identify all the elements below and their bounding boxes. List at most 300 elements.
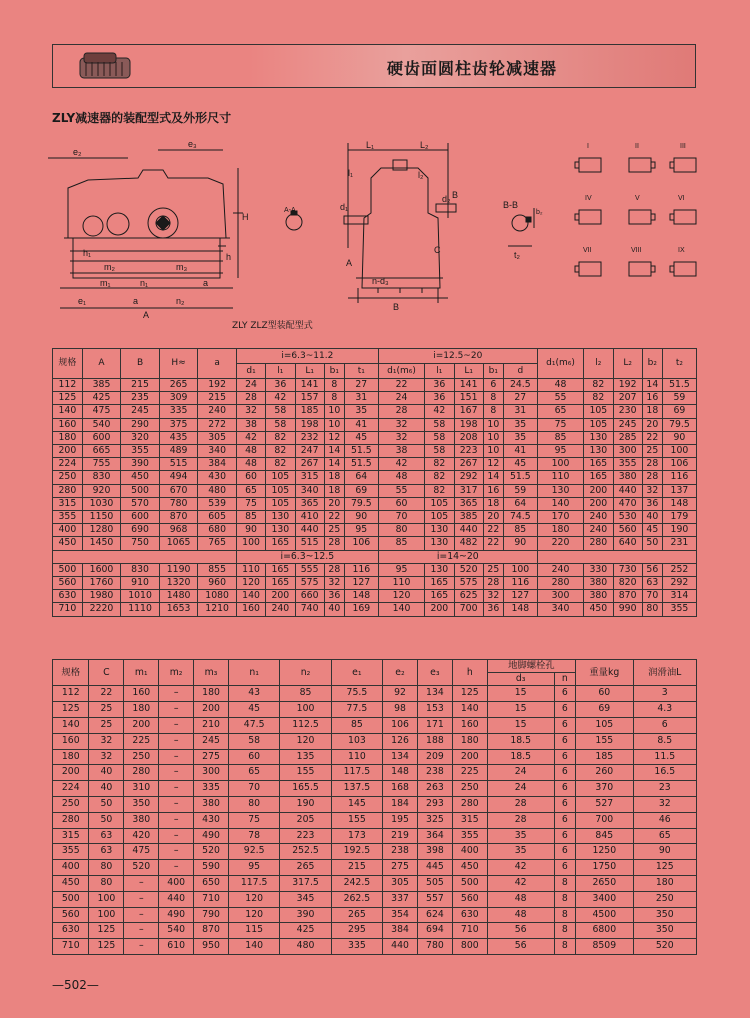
table-row xyxy=(53,511,697,524)
table-cell: 398 xyxy=(417,844,452,860)
table-cell: 145 xyxy=(331,796,382,812)
group-header-2: i=12.5~20 xyxy=(378,349,537,364)
dim-d1: d₁ xyxy=(340,202,349,212)
table-cell: 105 xyxy=(584,405,613,418)
table-cell: 116 xyxy=(662,471,696,484)
table-cell: 630 xyxy=(53,923,89,939)
table-cell: 100 xyxy=(280,702,331,718)
col-B: B xyxy=(121,349,160,379)
table-cell: 45 xyxy=(344,431,378,444)
table-cell: 1250 xyxy=(576,844,633,860)
table-cell: 125 xyxy=(89,923,124,939)
table-cell: 8 xyxy=(554,891,575,907)
table-cell: 590 xyxy=(194,860,229,876)
table-cell: 6 xyxy=(554,718,575,734)
table-cell: 27 xyxy=(344,379,378,392)
table-cell: 6 xyxy=(554,702,575,718)
table-cell: 198 xyxy=(295,418,324,431)
table-cell: 75 xyxy=(537,418,583,431)
table-cell: 540 xyxy=(159,923,194,939)
table-cell: 36 xyxy=(266,379,295,392)
table-cell: 24 xyxy=(236,379,265,392)
table-cell: 505 xyxy=(417,875,452,891)
table-cell: 82 xyxy=(266,458,295,471)
table-cell: 36 xyxy=(425,392,454,405)
table-cell: 106 xyxy=(383,718,418,734)
table-cell: 224 xyxy=(53,781,89,797)
table-cell: 230 xyxy=(613,405,642,418)
table-cell: 63 xyxy=(642,577,662,590)
table-cell: 2220 xyxy=(82,603,121,616)
table-cell: 8509 xyxy=(576,939,633,955)
table-cell: 205 xyxy=(280,812,331,828)
table-cell: 400 xyxy=(452,844,487,860)
table-cell: 315 xyxy=(53,497,83,510)
table-cell: 527 xyxy=(576,796,633,812)
table-cell: 140 xyxy=(53,718,89,734)
table-cell: 117.5 xyxy=(331,765,382,781)
table-cell: 180 xyxy=(53,431,83,444)
table-cell: 390 xyxy=(280,907,331,923)
table-row xyxy=(53,907,697,923)
table-cell: 51.5 xyxy=(503,471,537,484)
subcol-g2: l₁ xyxy=(425,364,454,379)
table-cell: 64 xyxy=(344,471,378,484)
table-cell: 272 xyxy=(198,418,237,431)
table-cell: 28 xyxy=(642,458,662,471)
col-H: H≈ xyxy=(159,349,198,379)
table-cell: 160 xyxy=(53,418,83,431)
table-cell: 3 xyxy=(633,686,696,702)
table-cell: 475 xyxy=(124,844,159,860)
table-cell: 106 xyxy=(344,537,378,550)
col-n2: n₂ xyxy=(280,660,331,686)
table-cell: 25 xyxy=(89,702,124,718)
table-cell: 624 xyxy=(417,907,452,923)
table-group-row xyxy=(53,550,697,563)
table-cell: 70 xyxy=(228,781,279,797)
table-cell: 36 xyxy=(425,379,454,392)
table-cell: 1480 xyxy=(159,590,198,603)
table-cell: 380 xyxy=(124,812,159,828)
table-cell: 42 xyxy=(378,458,424,471)
table-cell: 180 xyxy=(452,733,487,749)
table-cell: 300 xyxy=(194,765,229,781)
table-cell: 355 xyxy=(613,458,642,471)
table-cell: 80 xyxy=(89,875,124,891)
table-cell: 364 xyxy=(417,828,452,844)
table-cell: 267 xyxy=(295,458,324,471)
table-cell: 335 xyxy=(159,405,198,418)
table-cell: 59 xyxy=(662,392,696,405)
table-cell: 120 xyxy=(228,891,279,907)
table-cell xyxy=(53,550,237,563)
table-cell: 750 xyxy=(121,537,160,550)
table-row xyxy=(53,392,697,405)
table-cell: 90 xyxy=(662,431,696,444)
table-cell: 198 xyxy=(454,418,483,431)
table-cell: 1190 xyxy=(159,563,198,576)
table-cell: 95 xyxy=(228,860,279,876)
table-cell: 710 xyxy=(53,603,83,616)
table-row xyxy=(53,590,697,603)
table-cell: 140 xyxy=(236,590,265,603)
table-cell: 500 xyxy=(53,563,83,576)
table-cell: 85 xyxy=(503,524,537,537)
table-cell: 440 xyxy=(383,939,418,955)
table-cell: 384 xyxy=(383,923,418,939)
table-row xyxy=(53,844,697,860)
table-cell: 92 xyxy=(383,686,418,702)
col-a: a xyxy=(198,349,237,379)
table-cell: 570 xyxy=(121,497,160,510)
col-m3: m₃ xyxy=(194,660,229,686)
table-cell: 870 xyxy=(613,590,642,603)
table-cell: 20 xyxy=(642,418,662,431)
table-row xyxy=(53,891,697,907)
table-cell: 80 xyxy=(642,603,662,616)
table-cell: 42 xyxy=(487,875,554,891)
table-cell: 855 xyxy=(198,563,237,576)
table-cell: 50 xyxy=(89,796,124,812)
table-cell: 82 xyxy=(266,445,295,458)
table-cell: 6 xyxy=(483,379,503,392)
dim-nd3: n-d₃ xyxy=(372,276,389,286)
table-cell: 1110 xyxy=(121,603,160,616)
table-cell: 6 xyxy=(554,796,575,812)
table-cell: 18.5 xyxy=(487,733,554,749)
table-cell xyxy=(537,550,696,563)
table-cell: 58 xyxy=(425,431,454,444)
table-cell: 85 xyxy=(537,431,583,444)
table-cell: 6 xyxy=(554,749,575,765)
table-cell: 168 xyxy=(383,781,418,797)
table-cell: 345 xyxy=(280,891,331,907)
table-cell: 305 xyxy=(383,875,418,891)
table-cell: 260 xyxy=(576,765,633,781)
table-cell: 6 xyxy=(554,828,575,844)
dim-h: h xyxy=(226,252,232,262)
table-cell: 48 xyxy=(487,891,554,907)
table-cell: 355 xyxy=(53,511,83,524)
header-banner xyxy=(52,44,696,88)
table-cell: 765 xyxy=(198,537,237,550)
table-cell: 870 xyxy=(194,923,229,939)
table-cell: 43 xyxy=(228,686,279,702)
table-cell: – xyxy=(124,907,159,923)
table-cell: 325 xyxy=(417,812,452,828)
table-cell: 384 xyxy=(198,458,237,471)
table-cell: 180 xyxy=(53,749,89,765)
table-cell: 245 xyxy=(194,733,229,749)
col-b2: b₂ xyxy=(642,349,662,379)
table-cell: 300 xyxy=(613,445,642,458)
table-cell: 77.5 xyxy=(331,702,382,718)
col-m1: m₁ xyxy=(124,660,159,686)
table-cell: 170 xyxy=(537,511,583,524)
assembly-type-label: VII xyxy=(583,247,592,254)
table-cell: 95 xyxy=(378,563,424,576)
table-cell: 28 xyxy=(236,392,265,405)
table-cell: 500 xyxy=(53,891,89,907)
table-row xyxy=(53,765,697,781)
table-cell: 59 xyxy=(503,484,537,497)
table-cell: 320 xyxy=(121,431,160,444)
table-cell: 250 xyxy=(452,781,487,797)
table-cell: 280 xyxy=(53,812,89,828)
table-cell: 430 xyxy=(198,471,237,484)
table-cell: 171 xyxy=(417,718,452,734)
table-cell: – xyxy=(124,891,159,907)
table-cell: 3400 xyxy=(576,891,633,907)
table-cell: 137.5 xyxy=(331,781,382,797)
table-cell: 82 xyxy=(425,471,454,484)
table-cell: 340 xyxy=(537,603,583,616)
table-cell: 310 xyxy=(124,781,159,797)
table-cell: 240 xyxy=(266,603,295,616)
assembly-drawing xyxy=(48,138,698,323)
table-cell: 23 xyxy=(633,781,696,797)
table-cell: 10 xyxy=(483,445,503,458)
table-cell: – xyxy=(159,765,194,781)
table-cell: 740 xyxy=(295,603,324,616)
table-cell: 232 xyxy=(295,431,324,444)
table-cell: – xyxy=(159,702,194,718)
table-cell: 20 xyxy=(324,497,344,510)
table-cell: 280 xyxy=(452,796,487,812)
table-cell: 250 xyxy=(53,471,83,484)
table-cell: 40 xyxy=(642,511,662,524)
table-cell: 140 xyxy=(53,405,83,418)
dim-t2: t₂ xyxy=(514,250,520,260)
table-cell: 25 xyxy=(324,524,344,537)
table-cell: 169 xyxy=(344,603,378,616)
table-cell: 32 xyxy=(378,418,424,431)
table-cell: 235 xyxy=(121,392,160,405)
subcol-g1: d₁ xyxy=(236,364,265,379)
table-cell: 600 xyxy=(82,431,121,444)
table-cell: 85 xyxy=(378,537,424,550)
table-cell: 224 xyxy=(53,458,83,471)
table-cell: 134 xyxy=(417,686,452,702)
table-cell: 130 xyxy=(266,524,295,537)
table-cell: 110 xyxy=(378,577,424,590)
table-cell: 6 xyxy=(633,718,696,734)
table-row xyxy=(53,603,697,616)
table-cell: 350 xyxy=(124,796,159,812)
table-cell: 660 xyxy=(295,590,324,603)
table-cell: 400 xyxy=(53,524,83,537)
table-cell: 610 xyxy=(159,939,194,955)
table-cell: 8 xyxy=(554,875,575,891)
table-cell: 520 xyxy=(124,860,159,876)
assembly-type-label: III xyxy=(680,143,686,150)
dim-A-side: A xyxy=(346,258,353,268)
table-cell: 75 xyxy=(236,497,265,510)
table-cell: 285 xyxy=(613,431,642,444)
table-cell: 105 xyxy=(425,497,454,510)
table-cell: 470 xyxy=(613,497,642,510)
table-cell: 42 xyxy=(236,431,265,444)
dim-L2: L₂ xyxy=(420,140,429,150)
table-row xyxy=(53,577,697,590)
table-cell: 141 xyxy=(454,379,483,392)
subcol-g2: b₁ xyxy=(483,364,503,379)
table-cell: 140 xyxy=(452,702,487,718)
table-cell: 280 xyxy=(584,537,613,550)
page-number: —502— xyxy=(52,978,99,992)
table-cell: 69 xyxy=(344,484,378,497)
table-cell: 380 xyxy=(613,471,642,484)
table-cell: 165 xyxy=(584,471,613,484)
table-cell: 36 xyxy=(642,497,662,510)
table-cell: 48 xyxy=(236,458,265,471)
table-cell: 670 xyxy=(159,484,198,497)
table-cell: 36 xyxy=(483,603,503,616)
table-cell: 31 xyxy=(503,405,537,418)
dim-m3: m₃ xyxy=(176,262,188,272)
dimension-table-1 xyxy=(52,348,697,617)
table-cell: – xyxy=(159,844,194,860)
table-cell: 16 xyxy=(483,484,503,497)
table-cell: 112 xyxy=(53,379,83,392)
table-cell: 209 xyxy=(417,749,452,765)
table-cell: 14 xyxy=(324,445,344,458)
table-cell: 265 xyxy=(280,860,331,876)
table-row xyxy=(53,405,697,418)
table-cell: 69 xyxy=(576,702,633,718)
table-cell: 710 xyxy=(194,891,229,907)
table-cell: 317 xyxy=(454,484,483,497)
dim-A: A xyxy=(143,310,150,320)
subcol-g1: l₁ xyxy=(266,364,295,379)
table-cell: 650 xyxy=(194,875,229,891)
table-cell: 110 xyxy=(236,563,265,576)
table-row xyxy=(53,923,697,939)
table-cell: 400 xyxy=(53,860,89,876)
table-cell: 208 xyxy=(454,431,483,444)
table-cell: 25 xyxy=(483,563,503,576)
table-cell: 520 xyxy=(454,563,483,576)
table-cell: 275 xyxy=(194,749,229,765)
subcol-g2: d xyxy=(503,364,537,379)
table-cell: 95 xyxy=(344,524,378,537)
table-cell: 98 xyxy=(383,702,418,718)
table-cell: 141 xyxy=(295,379,324,392)
table-cell: 450 xyxy=(584,603,613,616)
table-cell: 630 xyxy=(452,907,487,923)
table-cell: 480 xyxy=(198,484,237,497)
table-cell: 830 xyxy=(121,563,160,576)
table-cell: 8 xyxy=(554,923,575,939)
table-cell: 445 xyxy=(417,860,452,876)
table-cell: 820 xyxy=(613,577,642,590)
table-cell: 125 xyxy=(89,939,124,955)
table-cell: 490 xyxy=(159,907,194,923)
table-cell: 165.5 xyxy=(280,781,331,797)
table-cell: 151 xyxy=(454,392,483,405)
table-cell: 335 xyxy=(194,781,229,797)
table-cell: 58 xyxy=(425,418,454,431)
table-cell: 192.5 xyxy=(331,844,382,860)
table-cell: 475 xyxy=(82,405,121,418)
table-cell: 80 xyxy=(89,860,124,876)
table-cell: 16.5 xyxy=(633,765,696,781)
dim-a: a xyxy=(133,296,139,306)
table-row xyxy=(53,796,697,812)
group-header-1: i=6.3~11.2 xyxy=(236,349,378,364)
table-cell: 207 xyxy=(613,392,642,405)
table-cell: 90 xyxy=(236,524,265,537)
col-l2: l₂ xyxy=(584,349,613,379)
table-cell: 250 xyxy=(633,891,696,907)
dim-b2: b₂ xyxy=(536,209,543,216)
table-row xyxy=(53,563,697,576)
table-cell: 32 xyxy=(89,749,124,765)
table-cell: 112.5 xyxy=(280,718,331,734)
table-cell: 48 xyxy=(537,379,583,392)
table-cell: 40 xyxy=(324,603,344,616)
table-cell: 27 xyxy=(503,392,537,405)
table-cell: 6 xyxy=(554,844,575,860)
table-cell: 125 xyxy=(53,702,89,718)
table-cell: 1030 xyxy=(82,497,121,510)
table-cell: 20 xyxy=(483,511,503,524)
table-cell: 520 xyxy=(194,844,229,860)
table-cell: 730 xyxy=(613,563,642,576)
table-cell: 240 xyxy=(537,563,583,576)
table-cell: 28 xyxy=(642,471,662,484)
table-cell: – xyxy=(159,749,194,765)
table-cell: 65 xyxy=(537,405,583,418)
table-cell: 385 xyxy=(82,379,121,392)
table-cell: 365 xyxy=(295,497,324,510)
table-cell: 240 xyxy=(198,405,237,418)
table-cell: 100 xyxy=(503,563,537,576)
table-cell: 830 xyxy=(82,471,121,484)
col-e1: e₁ xyxy=(331,660,382,686)
table-cell: 340 xyxy=(198,445,237,458)
table-cell: 160 xyxy=(236,603,265,616)
table-cell: 60 xyxy=(378,497,424,510)
table-cell: 280 xyxy=(537,577,583,590)
table-cell: 1080 xyxy=(198,590,237,603)
table-cell: 110 xyxy=(331,749,382,765)
table-cell: 15 xyxy=(487,686,554,702)
table-cell: 450 xyxy=(121,471,160,484)
table-cell: 540 xyxy=(82,418,121,431)
table-cell: 280 xyxy=(124,765,159,781)
assembly-type-label: II xyxy=(635,143,639,150)
table-cell: 100 xyxy=(89,891,124,907)
table-cell: 350 xyxy=(633,907,696,923)
table-cell: 82 xyxy=(584,392,613,405)
table-cell: 8 xyxy=(324,379,344,392)
col-h: h xyxy=(452,660,487,686)
table-cell: 354 xyxy=(383,907,418,923)
table-cell: 630 xyxy=(53,590,83,603)
table-cell: 10 xyxy=(483,431,503,444)
table-cell: 1320 xyxy=(159,577,198,590)
table-cell: 575 xyxy=(454,577,483,590)
table-cell: 309 xyxy=(159,392,198,405)
table-cell: 280 xyxy=(53,484,83,497)
table-cell: 48 xyxy=(236,445,265,458)
table-cell: 100 xyxy=(89,907,124,923)
table-cell: 1010 xyxy=(121,590,160,603)
table-cell: 47.5 xyxy=(228,718,279,734)
table-cell: 180 xyxy=(194,686,229,702)
